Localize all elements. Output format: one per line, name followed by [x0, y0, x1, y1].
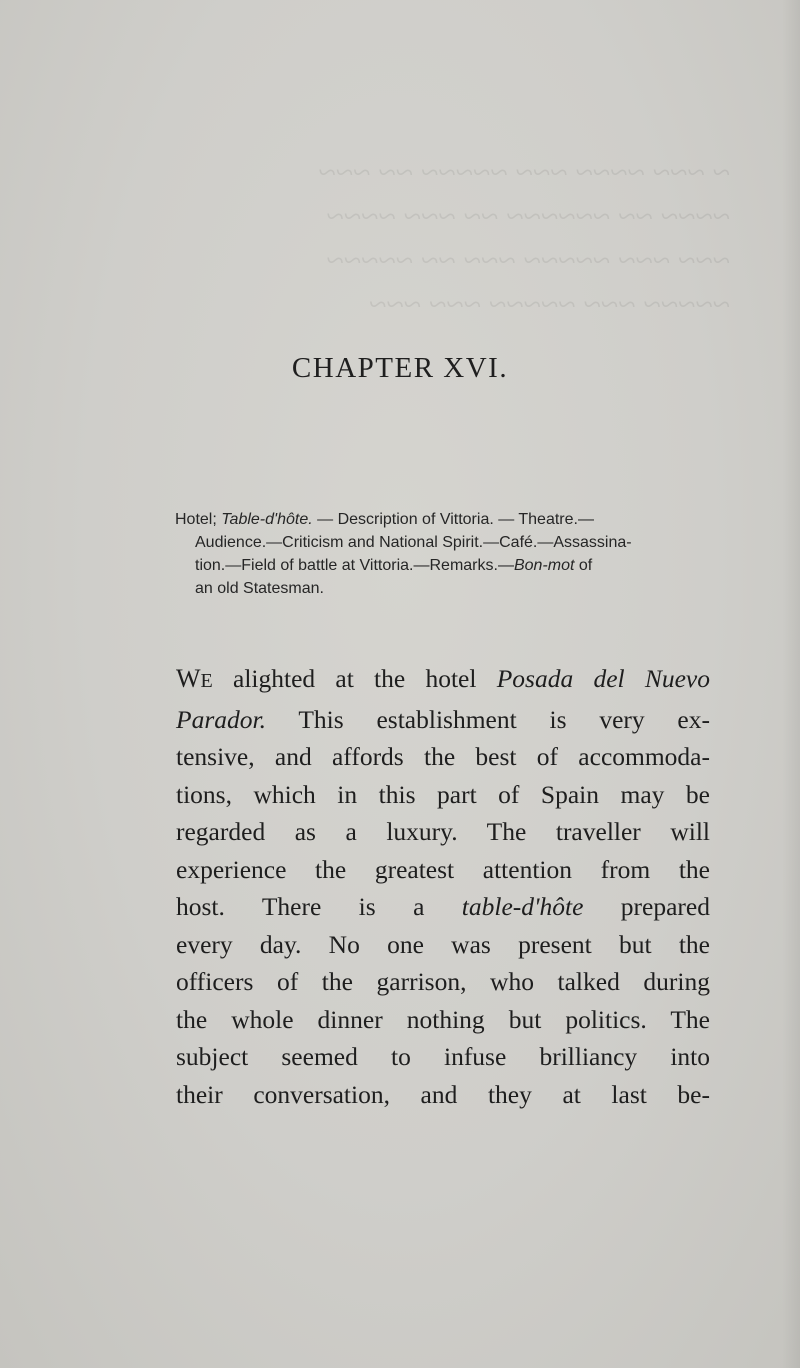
body-line: host. There is a table-d'hôte prepared — [176, 892, 710, 921]
body-line: subject seemed to infuse brilliancy into — [176, 1042, 710, 1071]
summary-line: an old Statesman. — [195, 580, 324, 597]
body-line: tions, which in this part of Spain may be — [176, 779, 710, 809]
chapter-summary — [175, 508, 735, 600]
body-line: officers of the garrison, who talked during — [176, 967, 710, 996]
body-line: their conversation, and they at last be- — [176, 1079, 710, 1109]
body-line: Parador. This establishment is very ex- — [176, 704, 710, 734]
summary-line: Audience.—Criticism and National Spirit.—Café.—Assassina- — [195, 534, 632, 551]
summary-line: Hotel; Table-d'hôte. — Description of Vittoria. — Theatre.— — [175, 511, 594, 528]
summary-line: tion.—Field of battle at Vittoria.—Remarks.—Bon-mot of — [195, 557, 593, 574]
body-line: the whole dinner nothing but politics. The — [176, 1004, 710, 1034]
body-line: WE alighted at the hotel Posada del Nuevo — [176, 664, 710, 693]
body-line: experience the greatest attention from the — [176, 854, 710, 884]
body-line: regarded as a luxury. The traveller will — [176, 817, 710, 846]
body-paragraph — [176, 660, 710, 1113]
chapter-title: CHAPTER XVI. — [291, 352, 509, 384]
show-through-text: ~ ~~~ ~~~~ ~~~ ~~~~~ ~~ ~~~ ~~~~ ~~ ~~~~~~ ~~ ~~~ ~~~~ ~~~ ~~~ ~~~~~ ~~~ ~~ ~~~~~ ~~~~~ ~~~ ~~~~~ ~~~ ~~~ — [318, 154, 730, 322]
page-edge-shadow — [782, 0, 800, 1368]
body-line: every day. No one was present but the — [176, 929, 710, 959]
body-line: tensive, and affords the best of accommoda- — [176, 742, 710, 771]
